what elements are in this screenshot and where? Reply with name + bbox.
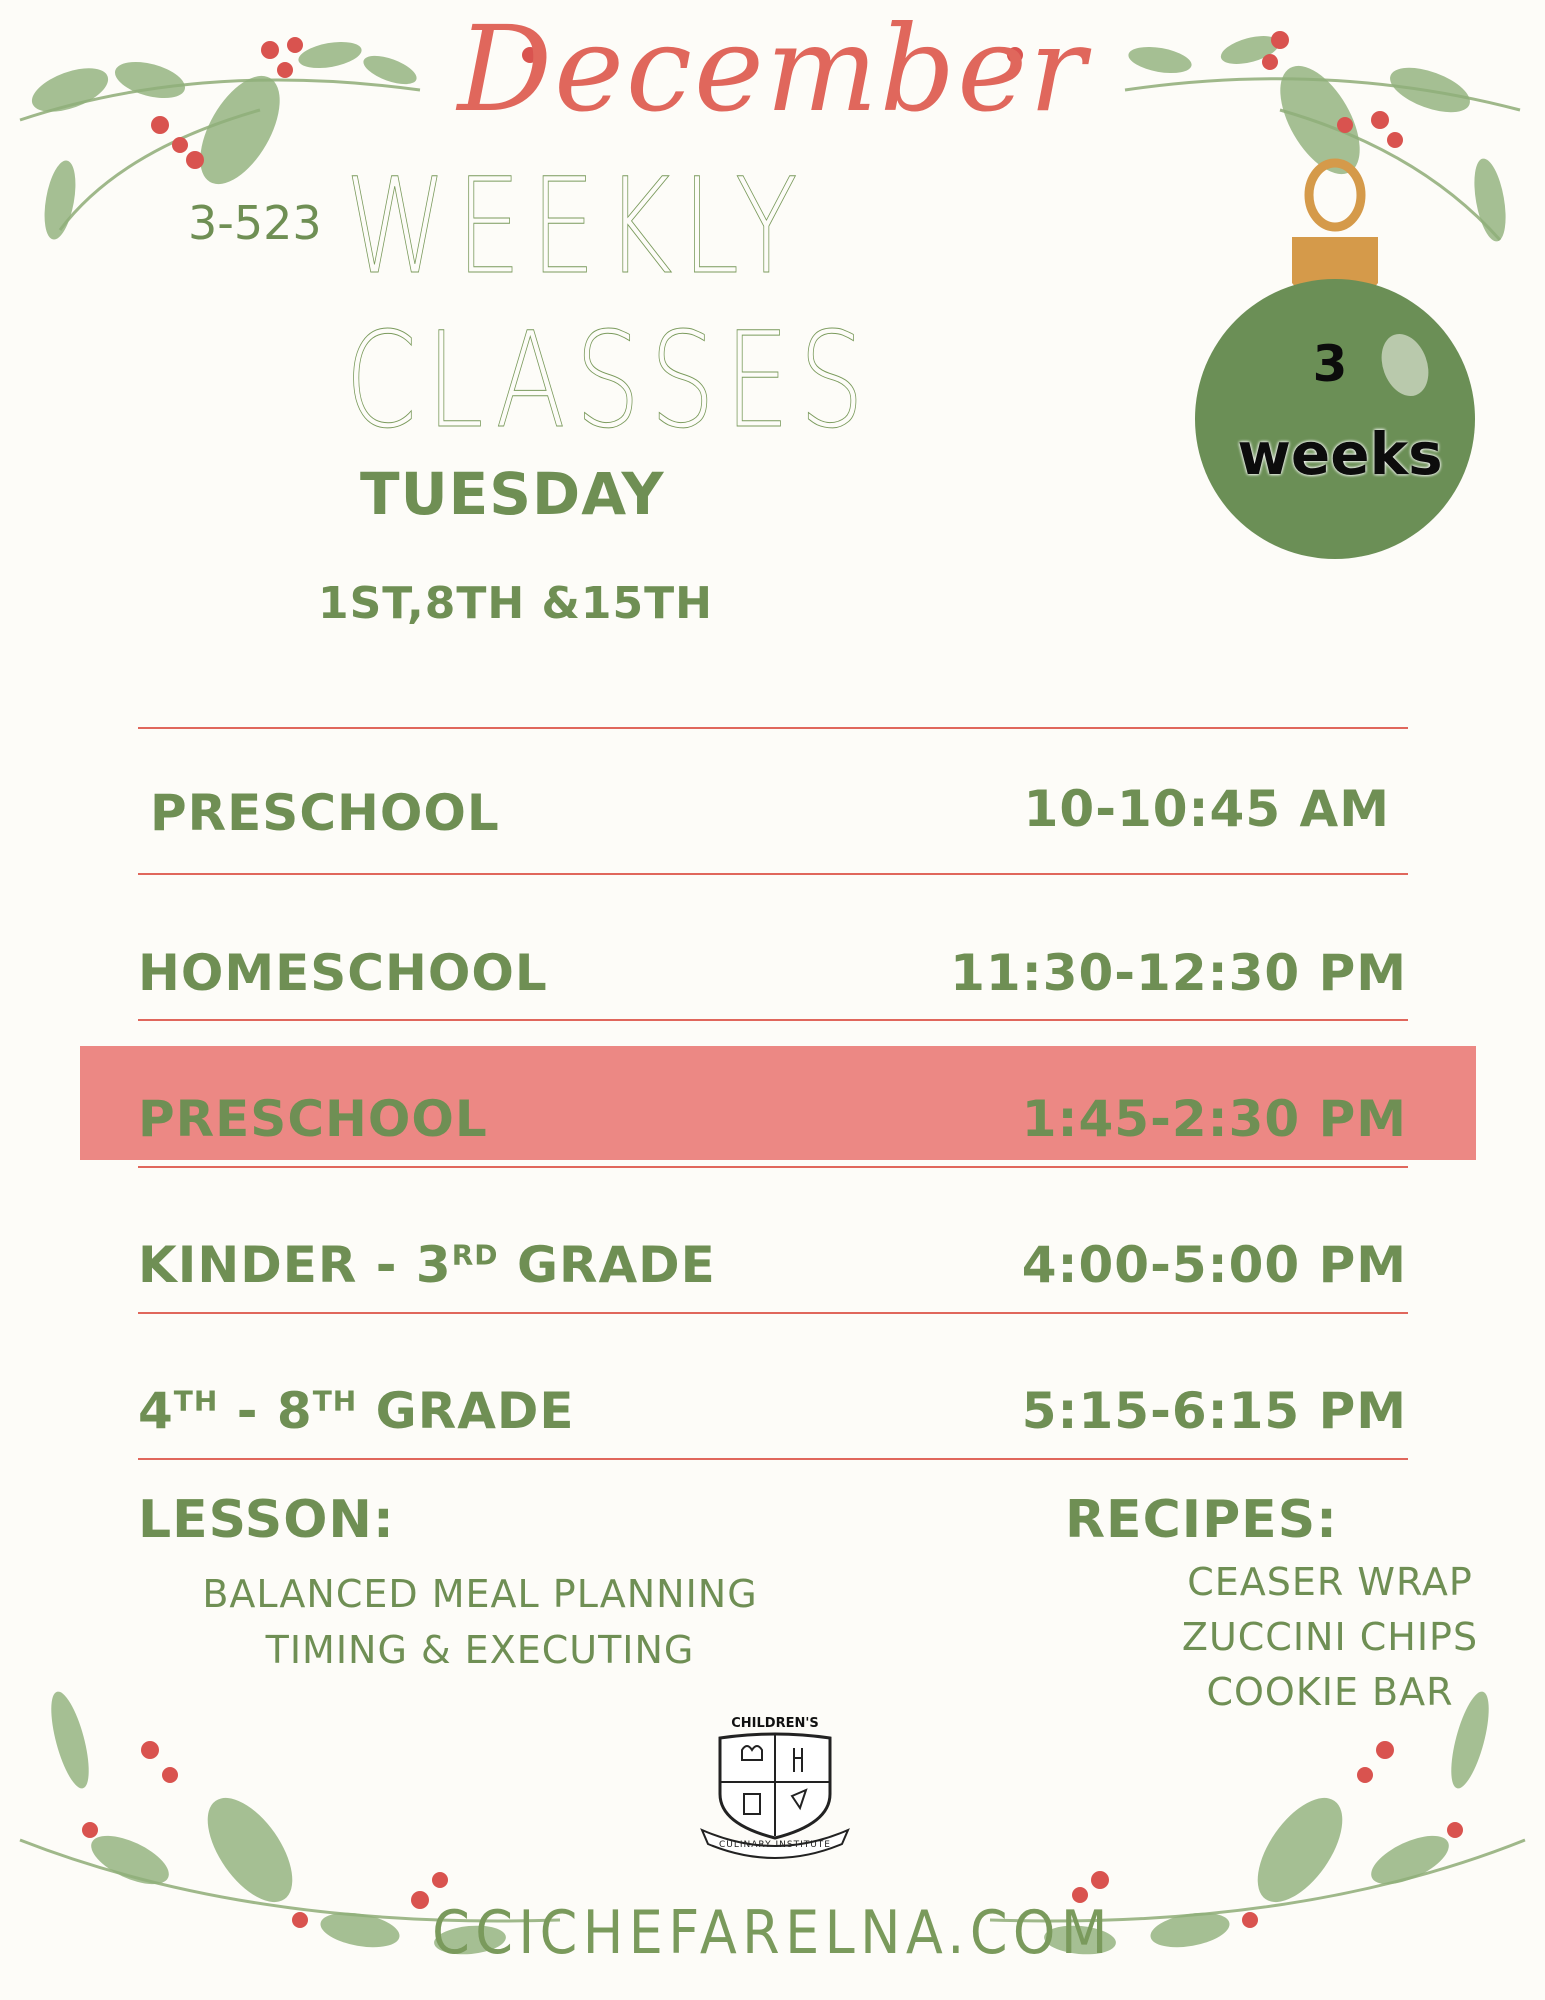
class-text: 4 <box>138 1382 174 1440</box>
class-dates: 1ST,8TH &15TH <box>318 578 713 629</box>
logo-top-text: CHILDREN'S <box>731 1716 819 1731</box>
class-code: 3-523 <box>188 196 322 250</box>
class-text: GRADE <box>498 1236 716 1294</box>
class-day: TUESDAY <box>360 460 665 528</box>
website-link[interactable]: CCICHEFARELNA.COM <box>432 1898 1113 1968</box>
lesson-heading: LESSON: <box>138 1490 395 1550</box>
row-divider <box>138 1166 1408 1168</box>
row-divider <box>138 1312 1408 1314</box>
recipes-heading: RECIPES: <box>1065 1490 1338 1550</box>
class-ordinal: TH <box>173 1384 219 1418</box>
schedule-time: 10-10:45 AM <box>1023 780 1390 838</box>
class-text: - 8 <box>218 1382 313 1440</box>
row-divider <box>138 1019 1408 1021</box>
schedule-time: 11:30-12:30 PM <box>950 944 1407 1002</box>
schedule-class: PRESCHOOL <box>138 1090 488 1148</box>
schedule-time: 4:00-5:00 PM <box>1021 1236 1407 1294</box>
row-divider <box>138 1458 1408 1460</box>
logo-ribbon-text: CULINARY INSTITUTE <box>719 1840 831 1850</box>
recipe-item: ZUCCINI CHIPS <box>1181 1615 1479 1659</box>
month-title: December <box>457 0 1088 138</box>
schedule-time: 5:15-6:15 PM <box>1021 1382 1407 1440</box>
lesson-item: TIMING & EXECUTING <box>265 1628 695 1672</box>
class-ordinal: TH <box>312 1384 358 1418</box>
page-title: WEEKLY CLASSES <box>345 150 874 458</box>
class-text: GRADE <box>357 1382 575 1440</box>
ornament-unit: weeks <box>1237 420 1443 488</box>
row-divider <box>138 873 1408 875</box>
recipe-item: COOKIE BAR <box>1206 1670 1454 1714</box>
class-text: KINDER - 3 <box>138 1236 452 1294</box>
row-divider <box>138 727 1408 729</box>
schedule-class: HOMESCHOOL <box>138 944 548 1002</box>
schedule-class <box>138 1236 716 1294</box>
ornament-count: 3 <box>1312 335 1348 393</box>
schedule-class <box>138 1382 575 1440</box>
class-ordinal: RD <box>451 1238 499 1272</box>
schedule-class: PRESCHOOL <box>150 784 500 842</box>
recipe-item: CEASER WRAP <box>1187 1560 1473 1604</box>
lesson-item: BALANCED MEAL PLANNING <box>202 1572 758 1616</box>
schedule-time: 1:45-2:30 PM <box>1021 1090 1407 1148</box>
